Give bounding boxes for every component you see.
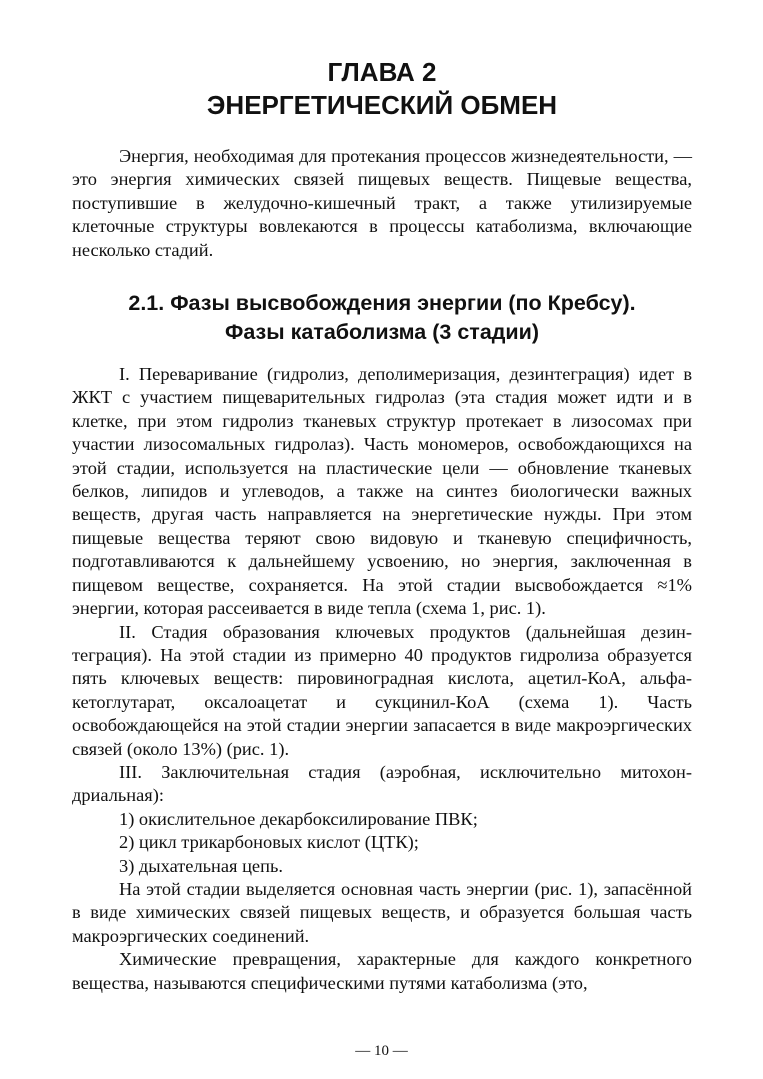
list-item: 3) дыхательная цепь.: [119, 855, 283, 876]
intro-block: [72, 145, 692, 262]
paragraph-stage1: I. Переваривание (гидролиз, деполимеризация, дезинтеграция) идет в ЖКТ с участием пищеварительных гидролаз (эта стадия может идти и в клетке, при этом гидролиз тканевых структур протекает в лизосомах при участии лизосомальных гидролаз). Часть мономеров, освобождающихся на этой стадии, используется на пластические цели — обновление тканевых белков, липидов и углеводов, а также на синтез биологически важных веществ, другая часть направляется на энергетические нужды. При этом пищевые вещества теряют свою видовую и тканевую специфичность, подготавливаются к дальнейшему усвоению, но энергия, заключенная в пищевом веществе, сохраняется. На этой стадии высвобождается ≈1% энергии, которая рассеивается в виде тепла (схема 1, рис. 1).: [72, 364, 692, 619]
list-item: 2) цикл трикарбоновых кислот (ЦТК);: [119, 832, 419, 853]
chapter-title: ЭНЕРГЕТИЧЕСКИЙ ОБМЕН: [206, 90, 558, 120]
section-title-line2: Фазы катаболизма (3 стадии): [224, 320, 540, 345]
page-number: — 10 —: [355, 1043, 408, 1059]
section-body: [72, 363, 692, 995]
list-item: 1) окислительное декарбоксилирование ПВК;: [119, 808, 478, 829]
paragraph-stage3-result: На этой стадии выделяется основная часть энергии (рис. 1), запасённой в виде химических связей пищевых веществ, и образуется большая часть макроэргических соединений.: [72, 878, 692, 946]
book-page: [72, 56, 692, 995]
paragraph-stage2: II. Стадия образования ключевых продуктов (дальнейшая дезинтеграция). На этой стадии из примерно 40 продуктов гидролиза образуется пять ключевых веществ: пировиноградная кислота, ацетил-КоА, альфа-кетоглутарат, оксалоацетат и сукцинил-КоА (схема 1). Часть освобождающейся на этой стадии энергии запасается в виде макроэргических связей (около 13%) (рис. 1).: [72, 621, 692, 759]
chapter-number: ГЛАВА 2: [327, 57, 437, 87]
section-title-line1: 2.1. Фазы высвобождения энергии (по Кребсу).: [128, 291, 636, 316]
paragraph-specific: Химические превращения, характерные для каждого конкретного вещества, называются специфическими путями катаболизма (это,: [72, 949, 692, 993]
section-heading: [72, 289, 692, 347]
paragraph-stage3: III. Заключительная стадия (аэробная, исключительно митохондриальная):: [72, 761, 692, 806]
chapter-heading: [72, 56, 692, 122]
intro-paragraph: Энергия, необходимая для протекания процессов жизнедеятельности, — это энергия химических связей пищевых веществ. Пищевые вещества, поступившие в желудочно-кишечный тракт, а также утилизируемые клеточные структуры вовлекаются в процессы катаболизма, включающие несколько стадий.: [72, 146, 692, 260]
